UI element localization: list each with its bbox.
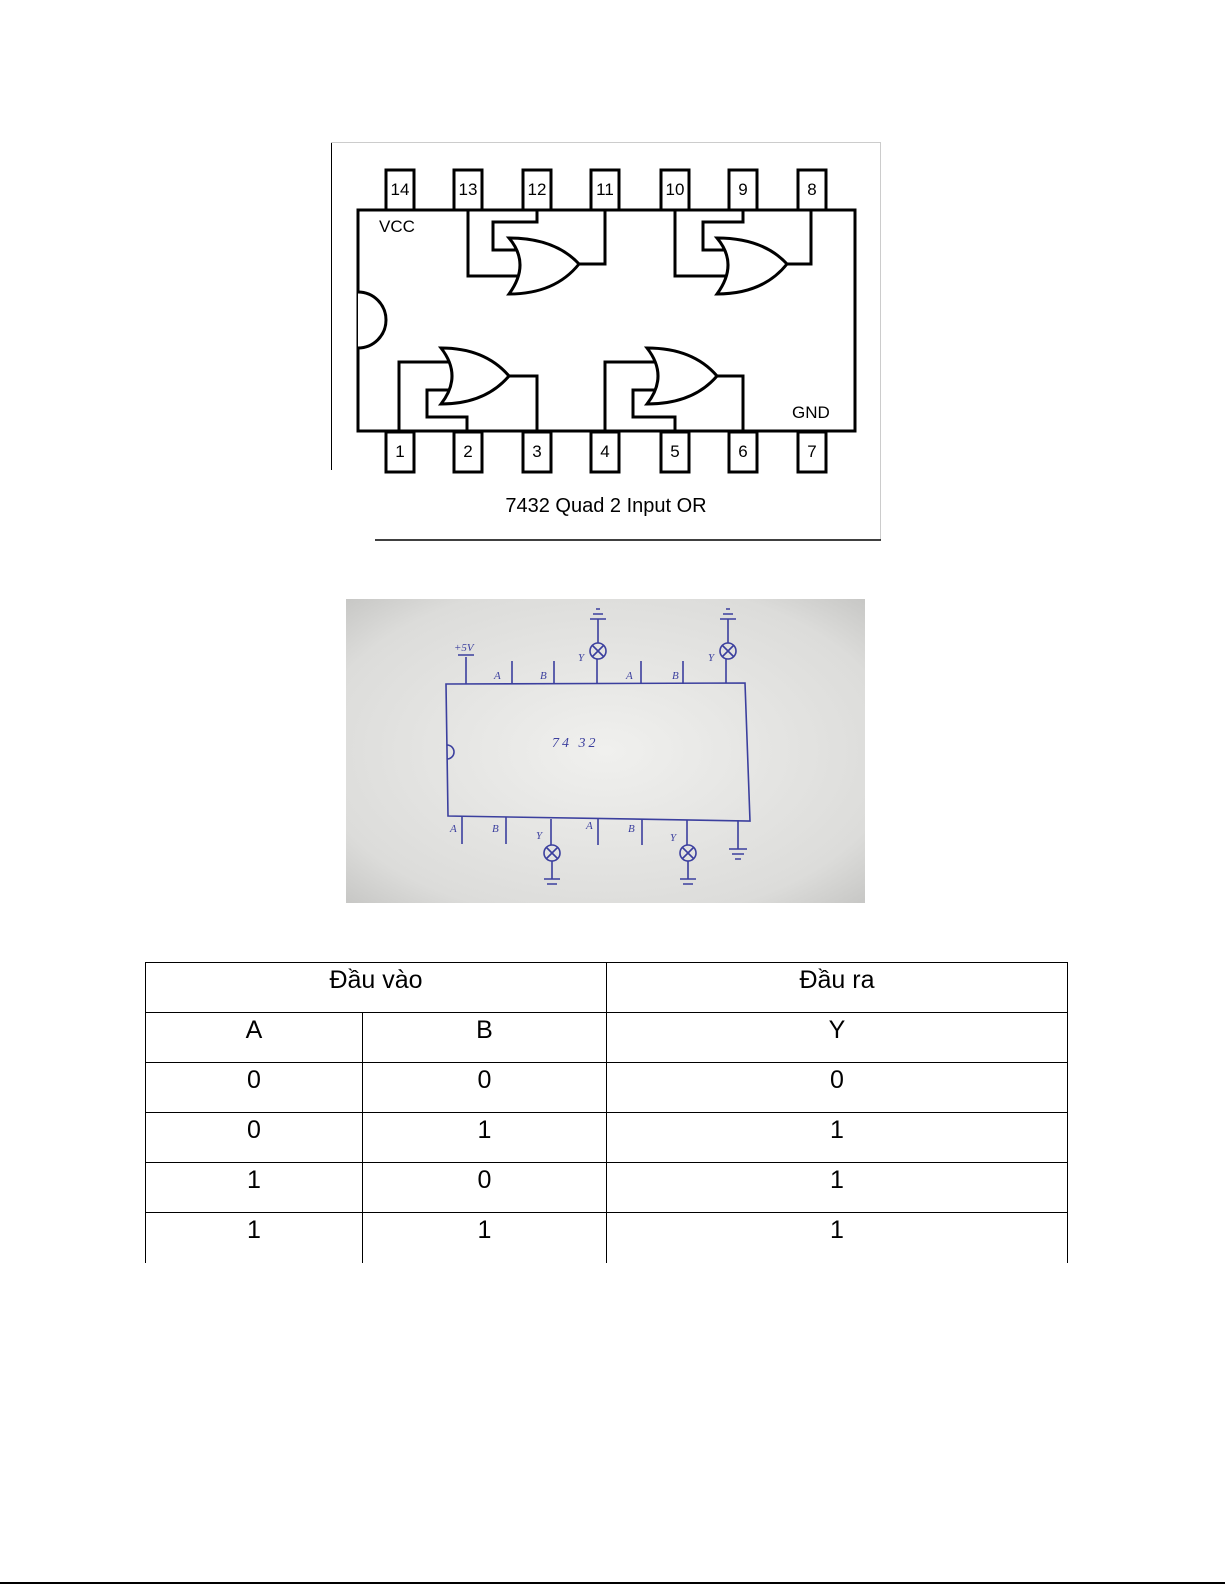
table-row [146,1213,1068,1263]
sketch-bottom-input: A [450,823,457,835]
pin-number: 2 [463,442,473,461]
cell-a: 1 [146,1163,363,1213]
pin-number: 8 [807,180,817,199]
top-pin-14 [386,170,414,210]
bottom-pin-7 [798,432,826,472]
sketch-top-input: A [626,670,633,682]
cell-y: 0 [607,1063,1068,1113]
page-bottom-rule [0,1582,1225,1584]
pin-number: 13 [458,180,478,199]
bottom-pin-3 [523,432,551,472]
pin-number: 14 [390,180,410,199]
input-header: Đầu vào [146,963,607,1013]
diagram-caption: 7432 Quad 2 Input OR [505,495,707,517]
column-b-header: B [363,1013,607,1063]
bottom-pin-5 [661,432,689,472]
sketch-bottom-input: A [586,820,593,832]
table-column-row [146,1013,1068,1063]
sketch-supply-label: +5V [454,642,474,654]
bottom-pin-6 [729,432,757,472]
top-pin-13 [454,170,482,210]
sketch-chip-label: 74 32 [552,736,599,751]
sketch-output-label: Y [578,652,585,664]
output-header: Đầu ra [607,963,1068,1013]
table-row [146,1113,1068,1163]
bottom-pin-1 [386,432,414,472]
table-row [146,1063,1068,1113]
sketch-output-label: Y [536,830,543,842]
pin-number: 1 [395,442,405,461]
top-pin-9 [729,170,757,210]
truth-table [145,962,1068,1263]
table-header-row [146,963,1068,1013]
pin-number: 11 [596,180,614,199]
top-pin-8 [798,170,826,210]
bottom-pin-2 [454,432,482,472]
cell-y: 1 [607,1213,1068,1263]
cell-b: 0 [363,1063,607,1113]
bottom-pins [386,432,826,472]
column-a-header: A [146,1013,363,1063]
bottom-pin-4 [591,432,619,472]
top-pin-12 [523,170,551,210]
vcc-label: VCC [379,217,415,236]
cell-y: 1 [607,1163,1068,1213]
top-pin-10 [661,170,689,210]
cell-a: 0 [146,1063,363,1113]
cell-y: 1 [607,1113,1068,1163]
sketch-output-label: Y [708,652,715,664]
column-y-header: Y [607,1013,1068,1063]
sketch-top-input: A [494,670,501,682]
cell-a: 0 [146,1113,363,1163]
pin-number: 6 [738,442,748,461]
pin-number: 4 [600,442,610,461]
sketch-top-input: B [540,670,547,682]
paper-background [346,599,865,903]
cell-b: 1 [363,1213,607,1263]
pin-number: 5 [670,442,680,461]
sketch-bottom-input: B [492,823,499,835]
gnd-label: GND [792,403,830,422]
hand-drawn-wiring-photo [346,599,865,903]
ic-7432-pinout-diagram [331,142,881,542]
pin-number: 7 [807,442,817,461]
sketch-output-label: Y [670,832,677,844]
table-row [146,1163,1068,1213]
pin-number: 3 [532,442,542,461]
pin-number: 12 [527,180,547,199]
cell-b: 0 [363,1163,607,1213]
cell-b: 1 [363,1113,607,1163]
sketch-top-input: B [672,670,679,682]
pin-number: 9 [738,180,748,199]
cell-a: 1 [146,1213,363,1263]
pin-number: 10 [665,180,685,199]
sketch-bottom-input: B [628,823,635,835]
top-pin-11 [591,170,619,210]
top-pins [386,170,826,210]
